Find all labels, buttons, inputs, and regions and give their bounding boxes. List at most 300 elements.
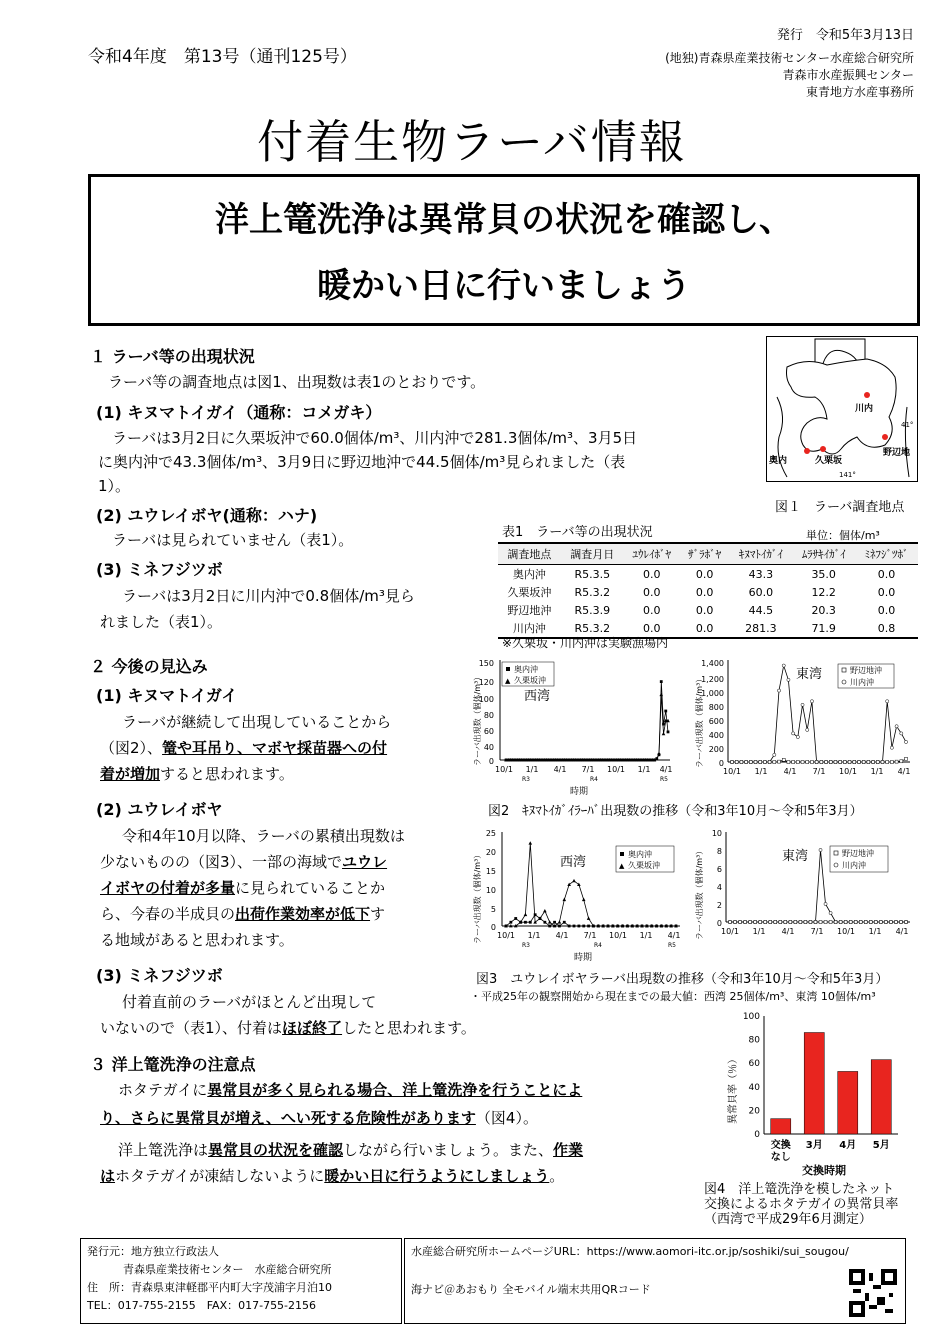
- data-point: [563, 921, 566, 924]
- tick-label: 10: [485, 886, 496, 895]
- data-point: [553, 921, 556, 924]
- data-point: [806, 761, 809, 764]
- data-point: [890, 761, 893, 764]
- data-point: [862, 760, 865, 763]
- emphasis: ユウレ: [342, 853, 388, 871]
- emphasis: 異常貝の状況を確認: [208, 1141, 344, 1159]
- fig3-east: [694, 829, 910, 940]
- table-cell: 0.0: [643, 567, 661, 581]
- survey-map: [766, 336, 918, 482]
- emphasis: 着が増加: [100, 765, 161, 783]
- data-point: [728, 920, 731, 923]
- text-span: ホタテガイが凍結しないように: [115, 1167, 325, 1185]
- chart-title: 西湾: [560, 855, 587, 870]
- fig2-west: [472, 659, 672, 797]
- data-point: [773, 753, 776, 756]
- legend-marker: [842, 680, 846, 684]
- emphasis: 篭や耳吊り、マボヤ採苗器への付: [162, 739, 388, 757]
- table1-header-row: [498, 543, 918, 565]
- axis-label: ラーバ出現数（個体/m³）: [695, 674, 704, 768]
- category-label: 3月: [805, 1140, 823, 1151]
- data-point: [796, 735, 799, 738]
- data-point: [779, 920, 782, 923]
- data-point: [889, 920, 892, 923]
- legend-label: 野辺地沖: [850, 666, 882, 675]
- table1-header: 調査地点: [498, 543, 561, 565]
- publisher-line: 青森県産業技術センター 水産総合研究所: [123, 1263, 332, 1276]
- data-point: [759, 760, 762, 763]
- publisher-line: 住 所：青森県東津軽郡平内町大字茂浦字月泊10: [87, 1281, 332, 1294]
- data-point: [895, 760, 898, 763]
- s1-sub-2: (2) ユウレイボヤ(通称：ハナ): [96, 506, 318, 525]
- caption-line: 交換によるホタテガイの異常貝率: [704, 1197, 899, 1212]
- data-point: [664, 710, 667, 713]
- tick-label: 40: [748, 1082, 760, 1093]
- data-point: [854, 920, 857, 923]
- tick-label: 6: [716, 865, 722, 874]
- data-point: [792, 761, 795, 764]
- data-point: [815, 760, 818, 763]
- data-point: [568, 925, 571, 928]
- data-point: [829, 760, 832, 763]
- data-point: [573, 925, 576, 928]
- map-label-kawauchi: 川内: [855, 404, 874, 414]
- tick-label: 80: [483, 711, 494, 720]
- tick-label: 0: [754, 1130, 760, 1140]
- data-point: [899, 920, 902, 923]
- tick-label: 15: [485, 867, 496, 876]
- tick-label: 4/1: [659, 765, 673, 774]
- table-cell: 0.0: [695, 567, 714, 581]
- qr-code-icon[interactable]: [849, 1269, 897, 1317]
- axis-label: 時期: [574, 953, 593, 963]
- emphasis: 出荷作業効率が低下: [235, 905, 371, 923]
- text-span: ら、今春の半成貝の: [100, 905, 236, 923]
- tick-label: 10/1: [607, 765, 625, 774]
- table-cell: 0.0: [624, 619, 680, 638]
- table-cell: 44.5: [748, 603, 774, 617]
- legend-marker: ▲: [505, 677, 511, 685]
- data-point: [884, 920, 887, 923]
- data-point: [577, 925, 580, 928]
- org-line-1: (地独)青森県産業技術センター水産総合研究所: [665, 51, 914, 65]
- text-span: （図4）。: [475, 1109, 538, 1127]
- data-point: [733, 920, 736, 923]
- data-point: [763, 760, 766, 763]
- axis-label: ラーバ出現数（個体/m³）: [473, 672, 482, 766]
- s2-p3-line-2: [100, 1016, 476, 1040]
- data-point: [848, 760, 851, 763]
- tick-label: 10/1: [495, 765, 513, 774]
- data-point: [768, 760, 771, 763]
- tick-label: 100: [478, 695, 494, 704]
- table-cell: 0.0: [695, 585, 714, 599]
- legend-label: 久栗坂沖: [628, 861, 660, 870]
- legend-label: 久栗坂沖: [514, 676, 546, 685]
- legend-label: 野辺地沖: [842, 849, 874, 858]
- tick-label: 1/1: [868, 927, 882, 936]
- tick-label: 4/1: [895, 927, 909, 936]
- legend-marker: [842, 668, 846, 672]
- data-point: [809, 920, 812, 923]
- fig4-ylabel: 異常貝率（％）: [728, 1054, 739, 1124]
- s1-p3-line-2: れました（表1）。: [100, 613, 223, 631]
- station-noheji: [882, 434, 888, 440]
- legend-marker: [620, 852, 624, 856]
- emphasis: 作業: [553, 1141, 584, 1159]
- table-cell: 20.3: [811, 603, 836, 617]
- category-label: 5月: [872, 1140, 890, 1151]
- map-graphic: [767, 337, 917, 481]
- headline-line-2: 暖かい日に行いましょう: [317, 266, 691, 306]
- data-point: [657, 751, 661, 754]
- data-point: [819, 848, 822, 851]
- fig4-yticks: [743, 1012, 760, 1140]
- data-point: [839, 920, 842, 923]
- homepage-url[interactable]: 水産総合研究所ホームページURL：https://www.aomori-itc.or.jp/soshiki/sui_sougou/: [411, 1245, 849, 1258]
- tick-label: 7/1: [810, 927, 824, 936]
- table-cell: 12.2: [811, 585, 836, 599]
- legend-marker: [834, 863, 838, 867]
- data-point: [796, 761, 799, 764]
- data-point: [529, 921, 532, 924]
- fig4-caption: [704, 1182, 898, 1227]
- data-point: [904, 920, 907, 923]
- data-point: [824, 760, 827, 763]
- data-point: [558, 925, 561, 928]
- tick-label: 2: [716, 901, 722, 910]
- tick-label: 7/1: [583, 931, 597, 940]
- publisher-box: [80, 1238, 402, 1324]
- tick-label: 4/1: [781, 927, 795, 936]
- data-point: [894, 920, 897, 923]
- tick-label: 800: [708, 703, 724, 712]
- category-label: 4月: [839, 1140, 857, 1151]
- map-lon: 141°: [839, 471, 856, 479]
- data-point: [871, 760, 874, 763]
- text-span: したと思われます。: [342, 1019, 476, 1037]
- axis-label: ラーバ出現数（個体/m³）: [473, 850, 482, 944]
- tick-label: 0: [718, 759, 724, 768]
- tick-label: 4/1: [553, 765, 567, 774]
- tick-label: 0: [490, 923, 496, 932]
- tick-label: 1/1: [525, 765, 539, 774]
- tick-label: 1/1: [639, 931, 653, 940]
- table-cell: 60.0: [748, 585, 774, 599]
- data-point: [806, 728, 809, 731]
- tick-label: 7/1: [812, 767, 826, 776]
- section-2-heading: ２ 今後の見込み: [90, 657, 208, 676]
- text-span: いないので（表1）、付着は: [100, 1019, 283, 1037]
- org-line-2: 青森市水産振興センター: [782, 68, 914, 82]
- data-point: [558, 920, 562, 923]
- data-point: [769, 920, 772, 923]
- publisher-line: 発行元：地方独立行政法人: [87, 1245, 219, 1258]
- emphasis: ほぼ終了: [282, 1019, 343, 1037]
- table-cell: 0.0: [695, 603, 714, 617]
- table1-header: 調査月日: [561, 543, 624, 565]
- s1-p1-line-2: に奥内沖で43.3個体/m³、3月9日に野辺地沖で44.5個体/m³見られました（表: [98, 453, 626, 471]
- data-point: [773, 761, 776, 764]
- data-point: [774, 920, 777, 923]
- data-point: [839, 760, 842, 763]
- data-point: [819, 921, 822, 924]
- text-span: ホタテガイに: [118, 1081, 208, 1099]
- data-point: [890, 746, 893, 749]
- tick-label: 0: [488, 757, 494, 766]
- s1-sub-3: (3) ミネフジツボ: [96, 560, 223, 579]
- section-1-heading: １ ラーバ等の出現状況: [90, 347, 255, 366]
- data-point: [778, 760, 781, 763]
- chart-title: 東湾: [796, 667, 823, 682]
- table-cell: 0.8: [855, 619, 918, 638]
- data-point: [881, 760, 884, 763]
- s2-p1-line-1: ラーバが継続して出現していることから: [122, 713, 392, 731]
- data-point: [782, 758, 785, 761]
- data-point: [792, 732, 795, 735]
- station-okunai: [804, 448, 810, 454]
- data-point: [801, 761, 804, 764]
- legend-marker: [834, 851, 838, 855]
- data-point: [895, 725, 898, 728]
- bar: [771, 1119, 791, 1134]
- s2-p3-line-1: 付着直前のラーバがほとんど出現して: [122, 993, 377, 1011]
- tick-label: 60: [483, 727, 494, 736]
- tick-label: 7/1: [581, 765, 595, 774]
- data-point: [587, 925, 590, 928]
- data-point: [740, 760, 743, 763]
- table-cell: 35.0: [811, 567, 836, 581]
- data-point: [730, 760, 733, 763]
- legend-label: 奥内沖: [514, 665, 538, 674]
- table-cell: R5.3.2: [574, 585, 611, 599]
- table-cell: 久栗坂沖: [507, 586, 552, 599]
- tick-label: 200: [708, 745, 724, 754]
- data-point: [749, 920, 752, 923]
- data-point: [849, 920, 852, 923]
- s1-p1-line-3: 1）。: [98, 477, 131, 495]
- table-cell: R5.3.9: [574, 603, 611, 617]
- text-span: 少ないものの（図3）、一部の海域で: [100, 853, 343, 871]
- table-row: [498, 583, 918, 601]
- headline-line-1: 洋上篭洗浄は異常貝の状況を確認し、: [215, 200, 793, 240]
- tick-label: 10: [711, 829, 722, 838]
- series-line: [506, 915, 676, 926]
- headline-box: [88, 174, 920, 326]
- data-point: [853, 760, 856, 763]
- caption-line: 図4 洋上篭洗浄を模したネット: [704, 1182, 895, 1197]
- data-point: [582, 925, 585, 928]
- data-point: [659, 693, 663, 696]
- tick-label: 100: [742, 1012, 760, 1022]
- emphasis: 暖かい日に行うようにしましょう: [324, 1167, 550, 1185]
- tick-label: 10/1: [721, 927, 739, 936]
- data-point: [886, 700, 889, 703]
- s2-p2-line-1: 令和4年10月以降、ラーバの累積出現数は: [122, 827, 405, 845]
- data-point: [794, 920, 797, 923]
- data-point: [879, 920, 882, 923]
- table-cell: 0.0: [643, 603, 661, 617]
- emphasis: イボヤの付着が多量: [100, 879, 236, 897]
- data-point: [528, 841, 532, 844]
- station-kuribayashi: [820, 446, 826, 452]
- legend-label: 奥内沖: [628, 850, 652, 859]
- tick-label: 1/1: [870, 767, 884, 776]
- emphasis: は: [100, 1167, 116, 1185]
- publisher-line: TEL：017-755-2155 FAX：017-755-2156: [87, 1299, 317, 1312]
- data-point: [857, 760, 860, 763]
- chart-title: 西湾: [524, 689, 551, 704]
- s2-p2-line-4: [100, 902, 385, 926]
- data-point: [754, 920, 757, 923]
- s2-sub-1: (1) キヌマトイガイ: [96, 686, 238, 705]
- tick-label: 8: [716, 847, 722, 856]
- table-cell: 71.9: [792, 619, 855, 638]
- s1-p2: ラーバは見られていません（表1）。: [112, 531, 354, 549]
- text-span: す: [370, 905, 386, 923]
- tick-label: 1,400: [701, 659, 724, 668]
- table-cell: R5.3.5: [574, 567, 611, 581]
- page-title: 付着生物ラーバ情報: [257, 115, 687, 169]
- text-span: に見られていることか: [235, 879, 386, 897]
- tick-label: 150: [478, 659, 494, 668]
- tick-label: 4/1: [555, 931, 569, 940]
- table1-header: ﾑﾗｻｷｲｶﾞｲ: [792, 543, 855, 565]
- data-point: [524, 913, 528, 916]
- data-point: [749, 760, 752, 763]
- data-point: [789, 920, 792, 923]
- table-cell: 0.0: [877, 603, 896, 617]
- tick-label: 5: [490, 905, 496, 914]
- table-cell: 川内沖: [498, 619, 561, 638]
- text-span: （図2）、: [100, 739, 163, 757]
- fig3-caption: 図3 ユウレイボヤラーバ出現数の推移（令和3年10月～令和5年3月）: [476, 972, 889, 987]
- table1-header: ﾕｳﾚｲﾎﾞﾔ: [624, 543, 680, 565]
- tick-label: 1,000: [701, 689, 724, 698]
- data-point: [904, 740, 907, 743]
- data-point: [662, 732, 666, 735]
- tick-label: 10/1: [837, 927, 855, 936]
- table1: [498, 542, 918, 639]
- s2-sub-3: (3) ミネフジツボ: [96, 966, 223, 985]
- data-point: [754, 760, 757, 763]
- tick-label: 4/1: [897, 767, 911, 776]
- table1-note: ※久栗坂・川内沖は実験漁場内: [502, 636, 669, 650]
- data-point: [900, 760, 903, 763]
- emphasis: り、さらに異常貝が増え、へい死する危険性があります: [100, 1109, 476, 1127]
- qr-text: 海ナビ＠あおもり 全モバイル端末共用QRコード: [411, 1283, 651, 1296]
- data-point: [864, 920, 867, 923]
- legend-label: 川内沖: [850, 678, 874, 687]
- tick-label: 400: [708, 731, 724, 740]
- map-label-kuribayashi: 久栗坂: [815, 456, 843, 466]
- tick-label: 1/1: [527, 931, 541, 940]
- data-point: [869, 920, 872, 923]
- text-span: すると思われます。: [160, 765, 294, 783]
- axis-label: 時期: [570, 787, 589, 797]
- data-point: [587, 916, 591, 919]
- data-point: [834, 920, 837, 923]
- links-box: [404, 1238, 906, 1324]
- data-point: [764, 920, 767, 923]
- tick-label: 1,200: [701, 675, 724, 684]
- bar: [838, 1071, 858, 1134]
- data-point: [874, 920, 877, 923]
- tick-label: 20: [485, 848, 496, 857]
- tick-label: 4/1: [783, 767, 797, 776]
- tick-label: 40: [483, 743, 494, 752]
- tick-label: 1/1: [752, 927, 766, 936]
- data-point: [548, 920, 552, 923]
- bar: [871, 1060, 891, 1134]
- data-point: [514, 917, 517, 920]
- text-span: しながら行いましょう。また、: [343, 1141, 554, 1159]
- text-span: 。: [549, 1167, 565, 1185]
- text-span: 洋上篭洗浄は: [118, 1141, 209, 1159]
- table1-header: ｷﾇﾏﾄｲｶﾞｲ: [729, 543, 792, 565]
- data-point: [562, 898, 566, 901]
- fig3-note: ・平成25年の観察開始から現在までの最大値：西湾 25個体/m³、東湾 10個体/m³: [470, 990, 876, 1003]
- data-point: [738, 920, 741, 923]
- data-point: [804, 920, 807, 923]
- data-point: [543, 921, 546, 924]
- data-point: [534, 913, 537, 916]
- map-label-noheji: 野辺地: [883, 448, 911, 458]
- data-point: [867, 760, 870, 763]
- tick-label: 60: [748, 1059, 760, 1070]
- s2-p2-line-5: る地域があると思われます。: [100, 931, 294, 949]
- era-label: R3: [522, 776, 530, 783]
- data-point: [799, 920, 802, 923]
- table1-header: ﾐﾈﾌｼﾞﾂﾎﾞ: [855, 543, 918, 565]
- map-lat: 41°: [901, 421, 914, 429]
- data-point: [743, 920, 746, 923]
- data-point: [787, 761, 790, 764]
- figure-4: [712, 1008, 912, 1180]
- data-point: [548, 925, 551, 928]
- s2-p1-line-2: [100, 736, 387, 760]
- tick-label: 0: [716, 919, 722, 928]
- era-label: R4: [594, 942, 602, 949]
- data-point: [745, 760, 748, 763]
- table-cell: R5.3.2: [561, 619, 624, 638]
- s2-p2-line-2: [100, 850, 387, 874]
- series-line: [506, 695, 668, 760]
- data-point: [787, 678, 790, 681]
- s3-line-2: [100, 1106, 538, 1130]
- data-point: [660, 680, 663, 683]
- category-label: なし: [770, 1152, 791, 1163]
- data-point: [843, 760, 846, 763]
- table1-unit: 単位：個体/m³: [806, 529, 880, 542]
- tick-label: 25: [485, 829, 496, 838]
- tick-label: 10/1: [839, 767, 857, 776]
- tick-label: 10/1: [497, 931, 515, 940]
- data-point: [829, 911, 832, 914]
- data-point: [784, 920, 787, 923]
- station-kawauchi: [864, 392, 870, 398]
- data-point: [524, 921, 527, 924]
- table-cell: 野辺地沖: [507, 604, 552, 617]
- s3-line-3: [118, 1138, 583, 1162]
- table-cell: 0.0: [643, 585, 661, 599]
- table-cell: 0.0: [680, 619, 730, 638]
- data-point: [834, 760, 837, 763]
- org-line-3: 東青地方水産事務所: [805, 85, 914, 99]
- data-point: [810, 700, 813, 703]
- issue-number: 令和4年度 第13号（通刊125号）: [88, 47, 357, 67]
- data-point: [814, 920, 817, 923]
